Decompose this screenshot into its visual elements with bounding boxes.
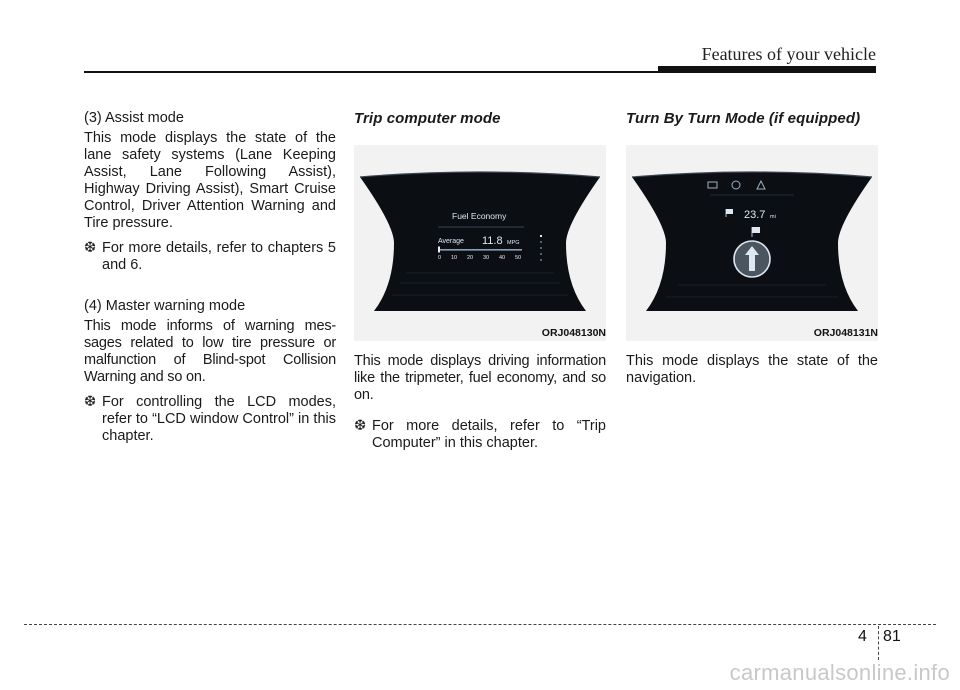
distance-value: 23.7 bbox=[744, 209, 766, 221]
screen-shape bbox=[360, 172, 600, 311]
distance-unit: mi bbox=[770, 214, 776, 220]
watermark: carmanualsonline.info bbox=[729, 660, 950, 685]
header-title: Features of your vehicle bbox=[701, 44, 876, 64]
turn-by-turn-title: Turn By Turn Mode (if equipped) bbox=[626, 110, 861, 127]
cluster-screen-trip bbox=[354, 145, 606, 341]
average-unit: MPG bbox=[507, 240, 520, 246]
column-left bbox=[84, 110, 336, 455]
economy-scale-marker bbox=[438, 247, 440, 253]
trip-computer-figure bbox=[354, 145, 606, 341]
note-icon: ❆ bbox=[354, 418, 367, 434]
trip-computer-note bbox=[354, 418, 606, 452]
scale-tick-20: 20 bbox=[467, 255, 474, 261]
scale-tick-30: 30 bbox=[483, 255, 490, 261]
column-right bbox=[626, 110, 878, 395]
average-value: 11.8 bbox=[482, 235, 503, 247]
column-middle bbox=[354, 110, 606, 462]
cluster-screen-tbt bbox=[626, 145, 878, 341]
economy-scale-bar bbox=[438, 249, 522, 251]
page-number: 81 bbox=[883, 628, 901, 645]
scale-tick-10: 10 bbox=[451, 255, 458, 261]
scale-tick-40: 40 bbox=[499, 255, 506, 261]
turn-by-turn-body: This mode displays the state of the navigation. bbox=[626, 353, 878, 386]
trip-computer-body: This mode displays driving information like the tripmeter, fuel economy, and so on. bbox=[354, 353, 606, 403]
header-rule-accent bbox=[658, 66, 876, 72]
scale-tick-50: 50 bbox=[515, 255, 522, 261]
average-label: Average bbox=[438, 238, 464, 245]
master-warning-heading: (4) Master warning mode bbox=[84, 298, 246, 314]
assist-mode-body: This mode displays the state of the lane safety systems (Lane Keeping Assist, Lane Following Assist), Highway Driving Assist), Smart Cruise Control, Driver Attention Warning and Tire pressure. bbox=[84, 130, 336, 231]
master-warning-body: This mode informs of warning mes-sages related to low tire pressure or malfunction of Blind-spot Collision Warning and so on. bbox=[84, 318, 336, 385]
note-icon: ❆ bbox=[84, 394, 97, 410]
master-note-text: For controlling the LCD modes, refer to “LCD window Control” in this chapter. bbox=[102, 394, 336, 444]
trip-computer-title: Trip computer mode bbox=[354, 110, 501, 127]
figure-code-trip: ORJ048130N bbox=[541, 327, 606, 339]
assist-mode-heading: (3) Assist mode bbox=[84, 110, 184, 126]
footer-rule bbox=[24, 624, 936, 625]
figure-code-tbt: ORJ048131N bbox=[813, 327, 878, 339]
assist-mode-note bbox=[84, 240, 336, 274]
fuel-economy-heading: Fuel Economy bbox=[452, 211, 507, 221]
assist-note-text: For more details, refer to chapters 5 and 6. bbox=[102, 240, 336, 273]
note-icon: ❆ bbox=[84, 240, 97, 256]
turn-by-turn-figure bbox=[626, 145, 878, 341]
master-warning-note bbox=[84, 394, 336, 445]
scale-tick-0: 0 bbox=[438, 255, 442, 261]
chapter-number: 4 bbox=[858, 628, 867, 645]
trip-note-text: For more details, refer to “Trip Computer” in this chapter. bbox=[372, 418, 606, 451]
page-number-divider bbox=[878, 626, 879, 660]
